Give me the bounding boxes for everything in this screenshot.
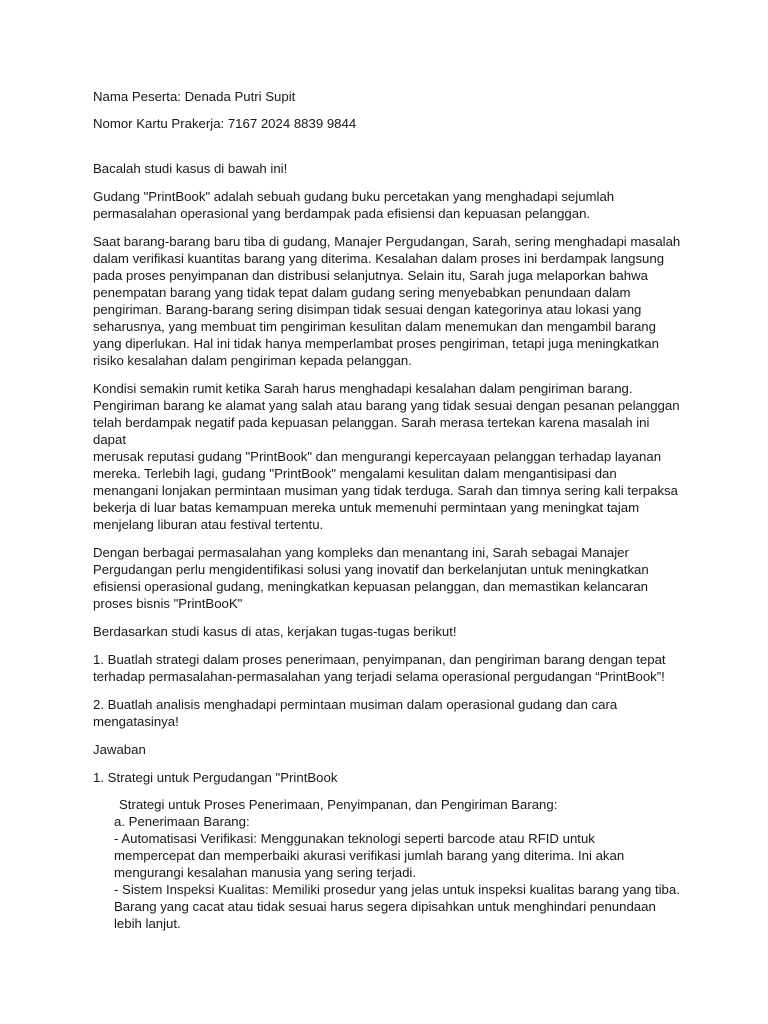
document-page (93, 88, 683, 932)
strategy-heading: Strategi untuk Proses Penerimaan, Penyimpanan, dan Pengiriman Barang: (119, 797, 558, 812)
case-paragraph-1: Gudang "PrintBook" adalah sebuah gudang buku percetakan yang menghadapi sejumlah permasalahan operasional yang berdampak pada efisiensi dan kepuasan pelanggan. (93, 189, 615, 221)
intro-instruction: Bacalah studi kasus di bawah ini! (93, 161, 288, 176)
case-paragraph-3: Kondisi semakin rumit ketika Sarah harus menghadapi kesalahan dalam pengiriman barang. Pengiriman barang ke alamat yang salah atau barang yang tidak sesuai dengan pesanan pelanggan telah berdampak negatif pada kepuasan pelanggan. Sarah merasa tertekan karena masalah ini dapat merusak reputasi gudang "PrintBook" dan mengurangi kepercayaan pelanggan terhadap layanan mereka. Terlebih lagi, gudang "PrintBook" mengalami kesulitan dalam mengantisipasi dan menangani lonjakan permintaan musiman yang tidak terduga. Sarah dan timnya sering kali terpaksa bekerja di luar batas kemampuan mereka untuk memenuhi permintaan yang meningkat tajam menjelang liburan atau festival tertentu. (93, 381, 680, 532)
case-paragraph-4: Dengan berbagai permasalahan yang kompleks dan menantang ini, Sarah sebagai Manajer Pergudangan perlu mengidentifikasi solusi yang inovatif dan berkelanjutan untuk meningkatkan efisiensi operasional gudang, meningkatkan kepuasan pelanggan, dan memastikan kelancaran proses bisnis "PrintBooK" (93, 545, 649, 611)
answer-section-title: 1. Strategi untuk Pergudangan "PrintBook (93, 770, 338, 785)
task-item-2: 2. Buatlah analisis menghadapi permintaan musiman dalam operasional gudang dan cara mengatasinya! (93, 697, 618, 729)
answer-heading: Jawaban (93, 742, 146, 757)
case-paragraph-2: Saat barang-barang baru tiba di gudang, Manajer Pergudangan, Sarah, sering menghadapi masalah dalam verifikasi kuantitas barang yang diterima. Kesalahan dalam proses ini berdampak langsung pada proses penyimpanan dan distribusi selanjutnya. Selain itu, Sarah juga melaporkan bahwa penempatan barang yang tidak tepat dalam gudang sering menyebabkan penundaan dalam pengiriman. Barang-barang sering disimpan tidak sesuai dengan kategorinya atau lokasi yang seharusnya, yang membuat tim pengiriman kesulitan dalam menemukan dan mengambil barang yang diperlukan. Hal ini tidak hanya memperlambat proses pengiriman, tetapi juga meningkatkan risiko kesalahan dalam pengiriman kepada pelanggan. (93, 234, 681, 368)
participant-name: Nama Peserta: Denada Putri Supit (93, 89, 296, 104)
answer-strategy-block (114, 796, 683, 932)
task-intro: Berdasarkan studi kasus di atas, kerjakan tugas-tugas berikut! (93, 624, 457, 639)
task-item-1: 1. Buatlah strategi dalam proses penerimaan, penyimpanan, dan pengiriman barang dengan tepat terhadap permasalahan-permasalahan yang terjadi selama operasional pergudangan “PrintBook”! (93, 652, 666, 684)
card-number: Nomor Kartu Prakerja: 7167 2024 8839 9844 (93, 116, 357, 131)
strategy-point-1: - Automatisasi Verifikasi: Menggunakan teknologi seperti barcode atau RFID untuk mempercepat dan memperbaiki akurasi verifikasi jumlah barang yang diterima. Ini akan mengurangi kesalahan manusia yang sering terjadi. (114, 831, 625, 880)
strategy-point-2: - Sistem Inspeksi Kualitas: Memiliki prosedur yang jelas untuk inspeksi kualitas barang yang tiba. Barang yang cacat atau tidak sesuai harus segera dipisahkan untuk menghindari penundaan lebih lanjut. (114, 882, 680, 931)
strategy-sub-a: a. Penerimaan Barang: (114, 814, 250, 829)
